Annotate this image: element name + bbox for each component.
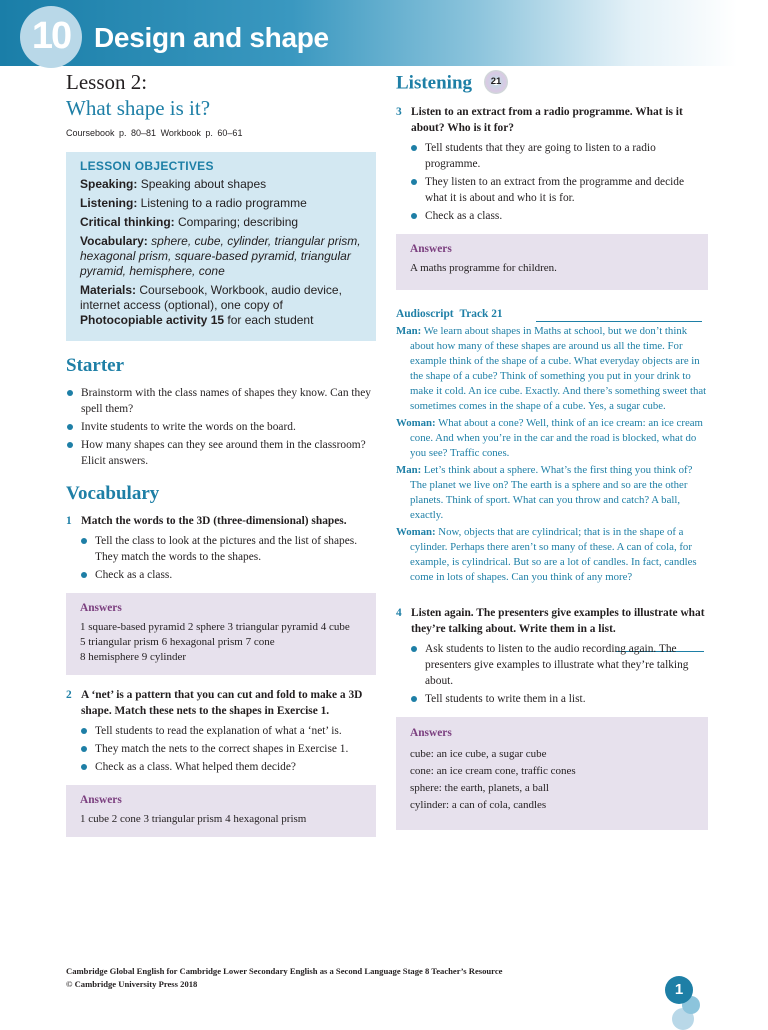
answer-line: A maths programme for children. [410, 262, 557, 274]
task-3 [396, 104, 708, 136]
listening-heading-text: Listening [396, 72, 473, 94]
script-line: Man: Let’s think about a sphere. What’s the first thing you think of? The planet we live on? The earth is a sphere and so are the other planets. Think of sport. What can you throw and catch? A ball, exactly. [396, 464, 693, 521]
footer-book-title: Cambridge Global English for Cambridge Lower Secondary English as a Second Language Stage 8 Teacher’s Resource [66, 966, 503, 976]
audioscript-text [396, 324, 708, 585]
task-3-answers-box [396, 234, 708, 290]
task-4-notes [410, 641, 708, 707]
page-number: 1 [665, 976, 693, 1004]
list-item: Check as a class. [80, 567, 376, 583]
answer-line: cylinder: a can of cola, candles [410, 799, 547, 811]
task-instruction: Match the words to the 3D (three-dimensional) shapes. [81, 515, 347, 527]
objective-critical-thinking: Critical thinking: Comparing; describing [80, 215, 299, 229]
unit-number: 10 [31, 15, 71, 57]
task-2-answers-box [66, 785, 376, 837]
list-item: Check as a class. What helped them decide? [80, 759, 376, 775]
divider [536, 321, 702, 322]
task-3-notes [410, 140, 708, 224]
unit-title: Design and shape [94, 22, 329, 53]
task-instruction: A ‘net’ is a pattern that you can cut and fold to make a 3D shape. Match these nets to the shapes in Exercise 1. [81, 689, 363, 717]
list-item: Tell students to write them in a list. [410, 691, 708, 707]
lesson-label: Lesson 2: [66, 70, 148, 94]
list-item: Tell the class to look at the pictures and the list of shapes. They match the words to the shapes. [80, 533, 376, 565]
list-item: They match the nets to the correct shapes in Exercise 1. [80, 741, 376, 757]
list-item: Brainstorm with the class names of shapes they know. Can they spell them? [66, 385, 376, 417]
listening-heading [396, 72, 708, 96]
list-item: Tell students to read the explanation of what a ‘net’ is. [80, 723, 376, 739]
answer-line: cone: an ice cream cone, traffic cones [410, 765, 576, 777]
list-item: Invite students to write the words on the board. [66, 419, 376, 435]
task-instruction: Listen again. The presenters give examples to illustrate what they’re talking about. Write them in a list. [411, 607, 705, 635]
answer-line: 8 hemisphere 9 cylinder [80, 651, 186, 663]
audioscript-heading [396, 308, 708, 320]
objective-materials: Materials: Coursebook, Workbook, audio device, internet access (optional), one copy of Photocopiable activity 15 for each student [80, 283, 342, 327]
starter-heading: Starter [66, 355, 125, 376]
right-column [396, 72, 708, 842]
starter-list [66, 385, 376, 469]
task-2-notes [80, 723, 376, 775]
task-instruction: Listen to an extract from a radio programme. What is it about? Who is it for? [411, 106, 683, 134]
answer-line: cube: an ice cube, a sugar cube [410, 748, 547, 760]
task-1-answers-box [66, 593, 376, 675]
task-4-answers-box [396, 717, 708, 830]
audioscript-track: Track 21 [459, 308, 503, 320]
list-item: Ask students to listen to the audio recording again. The presenters give examples to illustrate what they’re talking about. [410, 641, 708, 689]
book-references: Coursebook p. 80–81 Workbook p. 60–61 [66, 128, 243, 138]
answers-heading: Answers [410, 727, 452, 739]
answers-heading: Answers [80, 794, 122, 806]
answer-line: 1 square-based pyramid 2 sphere 3 triangular pyramid 4 cube [80, 621, 350, 633]
task-number: 1 [66, 515, 72, 527]
objectives-heading: LESSON OBJECTIVES [80, 159, 214, 173]
list-item: Check as a class. [410, 208, 708, 224]
task-1-notes [80, 533, 376, 583]
answers-heading: Answers [410, 243, 452, 255]
answer-line: 5 triangular prism 6 hexagonal prism 7 cone [80, 636, 275, 648]
list-item: How many shapes can they see around them in the classroom? Elicit answers. [66, 437, 376, 469]
left-column [66, 70, 376, 849]
task-number: 4 [396, 607, 402, 619]
page-footer [66, 965, 502, 991]
objective-speaking: Speaking: Speaking about shapes [80, 177, 267, 191]
task-2 [66, 687, 376, 719]
task-4 [396, 605, 708, 637]
footer-copyright: © Cambridge University Press 2018 [66, 979, 198, 989]
answers-heading: Answers [80, 602, 122, 614]
list-item: Tell students that they are going to listen to a radio programme. [410, 140, 708, 172]
vocabulary-heading: Vocabulary [66, 483, 160, 504]
list-item: They listen to an extract from the programme and decide what it is about and who it is for. [410, 174, 708, 206]
task-number: 3 [396, 106, 402, 118]
answer-line: sphere: the earth, planets, a ball [410, 782, 549, 794]
script-line: Man: We learn about shapes in Maths at school, but we don’t think about how many of these shapes are around us all the time. For example think of the shape of a cube. What everyday objects are in the shape of a cube? Think of something you put in your drink to make it cold. An ice cube. Exactly. And there’s something sweet that sometimes comes in the shape of a cube. Yes, a sugar cube. [396, 325, 707, 412]
lesson-objectives-box [66, 152, 376, 341]
objective-vocabulary: Vocabulary: sphere, cube, cylinder, triangular prism, hexagonal prism, square-based pyramid, triangular pyramid, hemisphere, cone [80, 234, 361, 278]
task-number: 2 [66, 689, 72, 701]
script-line: Woman: What about a cone? Well, think of an ice cream: an ice cream cone. And when you’re in the car and the road is blocked, what do you see? Traffic cones. [396, 417, 703, 459]
audio-cd-icon: 21 [484, 70, 508, 94]
lesson-title: What shape is it? [66, 96, 211, 120]
objective-listening: Listening: Listening to a radio programme [80, 196, 307, 210]
script-line: Woman: Now, objects that are cylindrical; that is in the shape of a cylinder. Perhaps there aren’t so many of these. A can of cola, for example, is cylindrical. But so are a lot of candles. In fact, candles come in lots of shapes. Can you think of any more? [396, 526, 697, 583]
task-1 [66, 513, 376, 529]
answer-line: 1 cube 2 cone 3 triangular prism 4 hexagonal prism [80, 813, 307, 825]
audioscript-label: Audioscript [396, 308, 454, 320]
